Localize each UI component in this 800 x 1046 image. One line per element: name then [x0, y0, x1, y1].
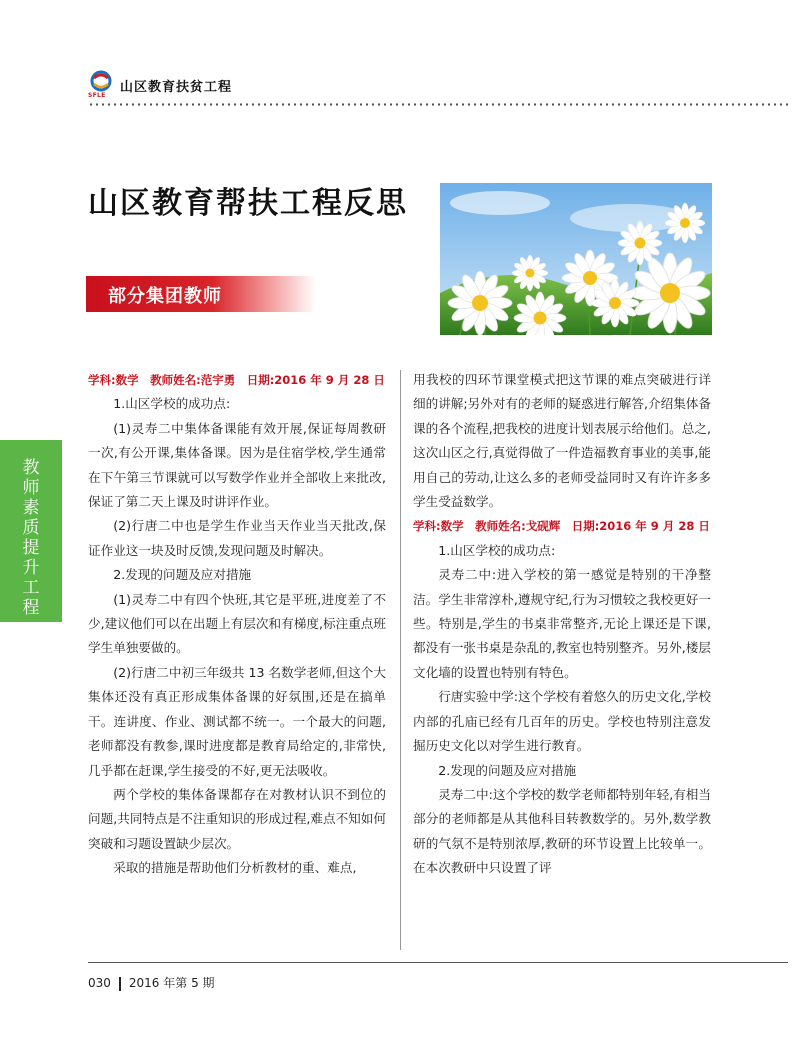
- issue-label: 2016 年第 5 期: [128, 976, 215, 990]
- footer-rule: [88, 962, 788, 963]
- page-header: [88, 68, 232, 102]
- paragraph: 灵寿二中:进入学校的第一感觉是特别的干净整洁。学生非常淳朴,遵规守纪,行为习惯较之我校更好一些。特别是,学生的书桌非常整齐,无论上课还是下课,都没有一张书桌是杂乱的,教室也特别整齐。另外,楼层文化墙的设置也特别有特色。: [413, 567, 711, 680]
- dotted-divider: [88, 103, 788, 106]
- article-meta: 学科:数学 教师姓名:戈砚辉 日期:2016 年 9 月 28 日: [413, 519, 710, 534]
- paragraph: 2.发现的问题及应对措施: [438, 762, 577, 778]
- banner-label: 部分集团教师: [108, 286, 222, 307]
- header-title: 山区教育扶贫工程: [120, 79, 233, 95]
- footer-separator: [119, 977, 121, 991]
- daisy-photo: [440, 183, 712, 335]
- paragraph: 2.发现的问题及应对措施: [113, 567, 252, 583]
- section-banner: [86, 276, 316, 312]
- logo: [88, 70, 114, 100]
- side-tab-label: 教师素质提升工程: [22, 458, 40, 618]
- column-divider: [400, 370, 401, 950]
- side-tab: [0, 440, 62, 622]
- article-meta: 学科:数学 教师姓名:范宇勇 日期:2016 年 9 月 28 日: [88, 373, 385, 387]
- left-column: [88, 368, 386, 881]
- paragraph: (1)灵寿二中有四个快班,其它是平班,进度差了不少,建议他们可以在出题上有层次和有梯度,标注重点班学生单独要做的。: [88, 591, 386, 656]
- paragraph: 1.山区学校的成功点:: [438, 542, 556, 558]
- paragraph: 灵寿二中:这个学校的数学老师都特别年轻,有相当部分的老师都是从其他科目转教数学的。另外,数学教研的气氛不是特别浓厚,教研的环节设置上比较单一。在本次教研中只设置了评: [413, 786, 711, 876]
- paragraph: (2)行唐二中初三年级共 13 名数学老师,但这个大集体还没有真正形成集体备课的好氛围,还是在搞单干。连讲度、作业、测试都不统一。一个最大的问题,老师都没有教参,课时进度都是教育局给定的,非常快,几乎都在赶课,学生接受的不好,更无法吸收。: [88, 664, 386, 778]
- paragraph: 行唐实验中学:这个学校有着悠久的历史文化,学校内部的孔庙已经有几百年的历史。学校也特别注意发掘历史文化以对学生进行教育。: [413, 689, 711, 754]
- logo-text: SFLE: [88, 92, 106, 99]
- page-footer: [88, 974, 215, 991]
- paragraph: (1)灵寿二中集体备课能有效开展,保证每周教研一次,有公开课,集体备课。因为是住宿学校,学生通常在下午第三节课就可以写数学作业并全部收上来批改,保证了第二天上课及时讲评作业。: [88, 420, 386, 510]
- paragraph: 采取的措施是帮助他们分析教材的重、难点,: [113, 860, 357, 876]
- paragraph: 用我校的四环节课堂模式把这节课的难点突破进行详细的讲解;另外对有的老师的疑惑进行解答,介绍集体备课的各个流程,把我校的进度计划表展示给他们。总之,这次山区之行,真觉得做了一件造福教育事业的美事,能用自己的劳动,让这么多的老师受益同时又有许许多多学生受益数学。: [413, 372, 711, 510]
- page-title: 山区教育帮扶工程反思: [88, 186, 408, 221]
- paragraph: (2)行唐二中也是学生作业当天作业当天批改,保证作业这一块及时反馈,发现问题及时解决。: [88, 518, 386, 558]
- page-number: 030: [88, 976, 111, 990]
- paragraph: 两个学校的集体备课都存在对教材认识不到位的问题,共同特点是不注重知识的形成过程,难点不知如何突破和习题设置缺少层次。: [88, 786, 386, 851]
- right-column: [413, 368, 711, 881]
- paragraph: 1.山区学校的成功点:: [113, 396, 231, 412]
